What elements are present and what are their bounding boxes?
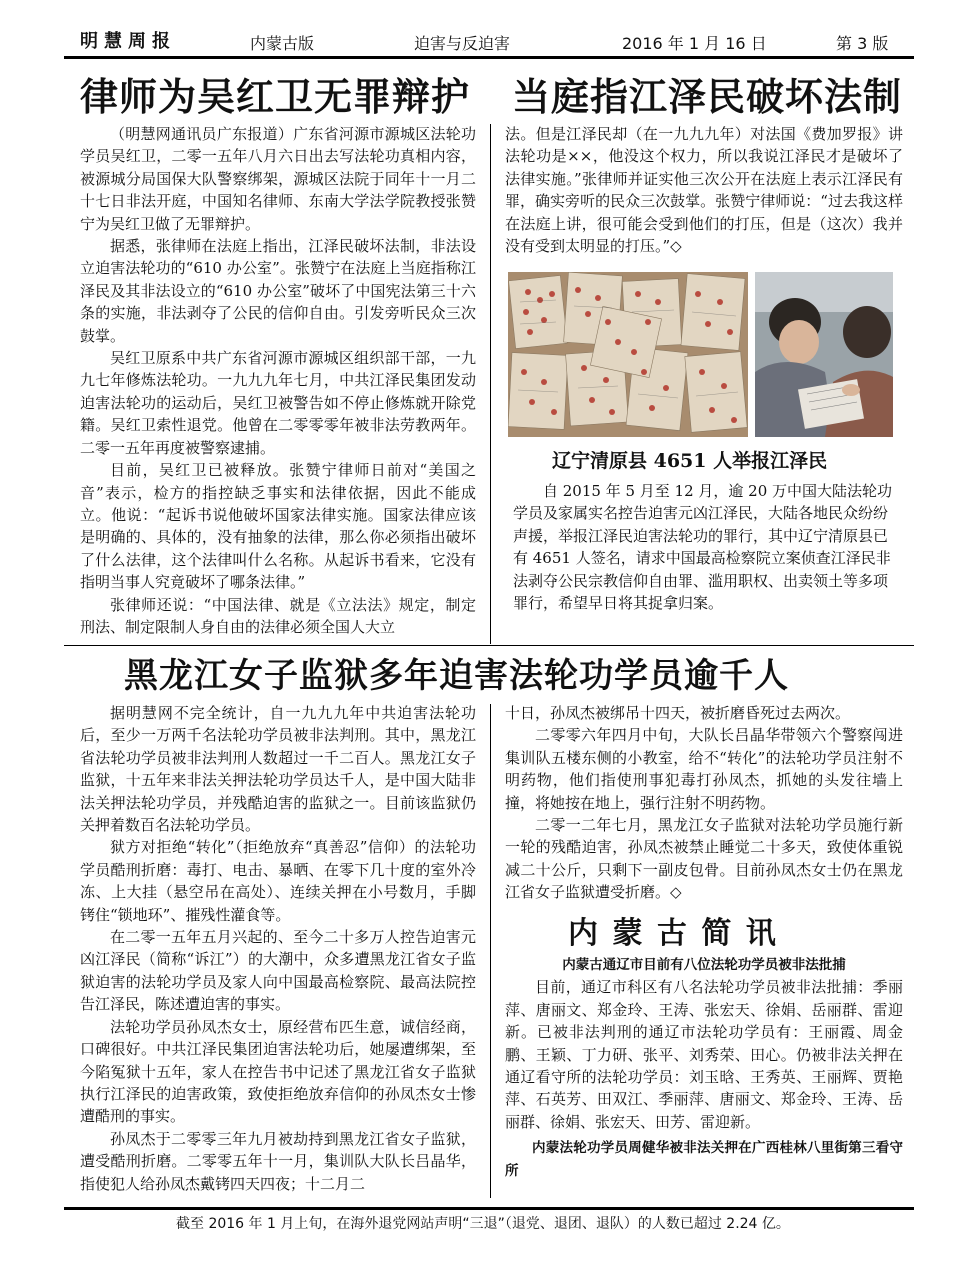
brief-item2-headline: 内蒙法轮功学员周健华被非法关押在广西桂林八里街第三看守所 (505, 1140, 903, 1179)
paragraph: 法。但是江泽民却（在一九九九年）对法国《费加罗报》讲法轮功是××，他没这个权力，所以我说江泽民才是破坏了法律实施。”张律师并证实他三次公开在法庭上表示江泽民有罪，确实旁听的民众三次鼓掌。张赞宁律师说：“过去我这样在法庭上讲，很可能会受到他们的打压，但是（这次）我并没有受到太明显的打压。”◇ (505, 125, 903, 256)
paragraph: 孙凤杰于二零零三年九月被劫持到黑龙江省女子监狱，遭受酷刑折磨。二零零五年十一月，集训队大队长吕晶华，指使犯人给孙凤杰戴铐四天四夜；十二月二 (80, 1129, 476, 1193)
paragraph: 据悉，张律师在法庭上指出，江泽民破坏法制，非法设立迫害法轮功的“610 办公室”。张赞宁在法庭上当庭指称江泽民及其非法设立的“610 办公室”破坏了中国宪法第三十六条的实施，非法剥夺了公民的信仰自由。引发旁听民众三次鼓掌。 (80, 237, 476, 345)
article2-title: 黑龙江女子监狱多年迫害法轮功学员逾千人 (124, 656, 789, 696)
column-divider (490, 124, 491, 644)
paragraph: 吴红卫原系中共广东省河源市源城区组织部干部，一九九七年修炼法轮功。一九九九年七月，中共江泽民集团发动迫害法轮功的运动后，吴红卫被警告如不停止修炼就开除党籍。吴红卫索性退党。他曾在二零零零年被非法劳教两年。二零一五年再度被警察逮捕。 (80, 349, 476, 457)
brief-title: 内 蒙 古 简 讯 (568, 916, 778, 951)
masthead-brand: 明慧周报 (80, 31, 176, 52)
paragraph: 目前，通辽市科区有八名法轮功学员被非法批捕：季丽萍、唐丽文、郑金玲、王涛、张宏天、徐娟、岳丽群、雷迎新。已被非法判刑的通辽市法轮功学员有：王丽霞、周金鹏、王颖、丁力研、张平、刘秀荣、田心。仍被非法关押在通辽看守所的法轮功学员：刘玉晗、王秀英、王丽辉、贾艳萍、石英芳、田双江、季丽萍、唐丽文、郑金玲、王涛、岳丽群、徐娟、张宏天、田芳、雷迎新。 (505, 978, 903, 1131)
paragraph: 二零零六年四月中旬，大队长吕晶华带领六个警察闯进集训队五楼东侧的小教室，给不“转化”的法轮功学员注射不明药物，他们指使刑事犯毒打孙凤杰，抓她的头发往墙上撞，将她按在地上，强行注射不明药物。 (505, 726, 903, 812)
photo-box-text (513, 480, 895, 614)
paragraph: 自 2015 年 5 月至 12 月，逾 20 万中国大陆法轮功学员及家属实名控告迫害元凶江泽民，大陆各地民众纷纷声援，举报江泽民迫害法轮功的罪行，其中辽宁清原县已有 4651 人签名，请求中国最高检察院立案侦查江泽民非法剥夺公民宗教信仰自由罪、滥用职权、出卖领土等多项罪行，希望早日将其捉拿归案。 (513, 482, 893, 613)
paragraph: 张律师还说：“中国法律、就是《立法法》规定，制定刑法、制定限制人身自由的法律必须全国人大立 (80, 595, 476, 636)
section-divider (64, 645, 914, 646)
petition-photo-signing (755, 272, 893, 437)
paragraph: 狱方对拒绝“转化”（拒绝放弃“真善忍”信仰）的法轮功学员酷刑折磨：毒打、电击、暴晒、在零下几十度的室外冷冻、上大挂（悬空吊在高处）、连续关押在小号数月，手脚铐住“锁地环”、摧残性灌食等。 (80, 838, 476, 924)
paragraph: 法轮功学员孙凤杰女士，原经营布匹生意，诚信经商，口碑很好。中共江泽民集团迫害法轮功后，她屡遭绑架，至今陷冤狱十五年，家人在控告书中记述了黑龙江省女子监狱执行江泽民的迫害政策，致使拒绝放弃信仰的孙凤杰女士惨遭酷刑的事实。 (80, 1017, 476, 1126)
brief-item1-headline: 内蒙古通辽市目前有八位法轮功学员被非法批捕 (562, 957, 846, 973)
header-rule (64, 56, 914, 59)
paragraph: 十日，孙凤杰被绑吊十四天，被折磨昏死过去两次。 (505, 704, 851, 722)
section-label: 迫害与反迫害 (414, 34, 511, 53)
brief-body (505, 954, 903, 1182)
paragraph: 二零一二年七月，黑龙江女子监狱对法轮功学员施行新一轮的残酷迫害，孙凤杰被禁止睡觉二十多天，致使体重锐减二十公斤，只剩下一副皮包骨。目前孙凤杰女士仍在黑龙江省女子监狱遭受折磨。◇ (505, 816, 903, 902)
paragraph: 据明慧网不完全统计，自一九九九年中共迫害法轮功后，至少一万两千名法轮功学员被非法判刑。其中，黑龙江省法轮功学员被非法判刑人数超过一千二百人。黑龙江女子监狱，十五年来非法关押法轮功学员达千人，是中国大陆非法关押法轮功学员，并残酷迫害的监狱之一。目前该监狱仍关押着数百名法轮功学员。 (80, 704, 476, 835)
paragraph: （明慧网通讯员广东报道）广东省河源市源城区法轮功学员吴红卫，二零一五年八月六日出去写法轮功真相内容，被源城分局国保大队警察绑架，源城区法院于同年十一月二十七日非法开庭，中国知名律师、东南大学法学院教授张赞宁为吴红卫做了无罪辩护。 (80, 125, 476, 233)
issue-date: 2016 年 1 月 16 日 (622, 34, 767, 53)
page-number: 第 3 版 (836, 34, 889, 53)
photo-caption: 辽宁清原县 4651 人举报江泽民 (552, 450, 828, 472)
footer-rule (64, 1207, 914, 1210)
article1-title-left: 律师为吴红卫无罪辩护 (80, 74, 471, 119)
footer-notice: 截至 2016 年 1 月上旬，在海外退党网站声明“三退”（退党、退团、退队）的人数已超过 2.24 亿。 (176, 1216, 790, 1232)
article1-column-1 (80, 123, 476, 638)
article1-title-right: 当庭指江泽民破坏法制 (512, 74, 903, 119)
article1-column-2 (505, 123, 903, 257)
article2-column-1 (80, 702, 476, 1195)
paragraph: 目前，吴红卫已被释放。张赞宁律师日前对“美国之音”表示，检方的指控缺乏事实和法律依据，因此不能成立。他说：“起诉书说他破坏国家法律实施。国家法律应该是明确的、具体的，没有抽象的法律，那么你必须指出破坏了什么法律，这个法律叫什么名称。从起诉书看来，它没有指明当事人究竟破坏了哪条法律。” (80, 461, 476, 592)
paragraph: 在二零一五年五月兴起的、至今二十多万人控告迫害元凶江泽民（简称“诉江”）的大潮中，众多遭黑龙江省女子监狱迫害的法轮功学员及家人向中国最高检察院、最高法院控告江泽民，陈述遭迫害的事实。 (80, 928, 476, 1014)
column-divider (490, 704, 491, 1198)
article2-column-2 (505, 702, 903, 904)
edition-label: 内蒙古版 (250, 34, 315, 53)
petition-photo-signatures (508, 272, 748, 437)
